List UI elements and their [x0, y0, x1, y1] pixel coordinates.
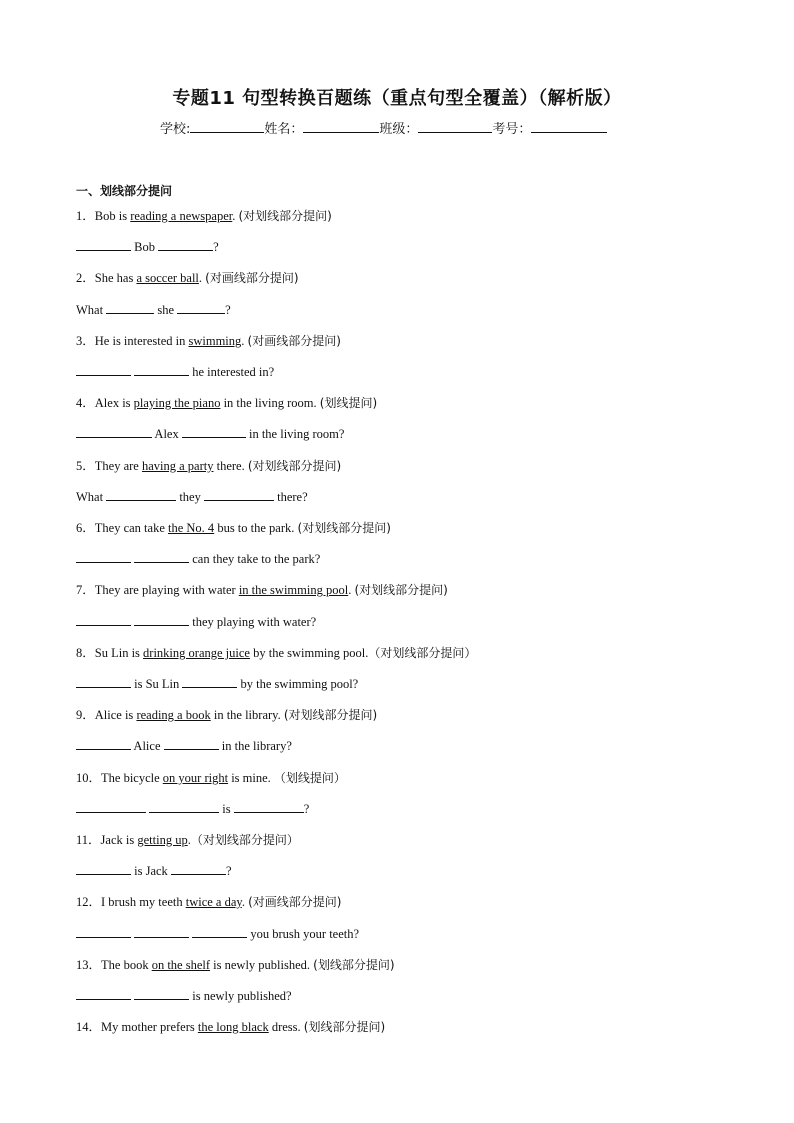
section-title: 一、划线部分提问	[76, 184, 173, 198]
question-number: 5．	[76, 459, 95, 473]
answer-text: Bob	[131, 240, 159, 254]
answer-blank[interactable]	[134, 364, 189, 376]
answer-blank[interactable]	[76, 364, 131, 376]
answer-blank[interactable]	[106, 302, 154, 314]
answer-blank[interactable]	[234, 801, 304, 813]
answer-2	[76, 302, 231, 318]
answer-blank[interactable]	[76, 926, 131, 938]
question-text: The book	[101, 958, 152, 972]
answer-5	[76, 489, 308, 505]
answer-text: Alice	[131, 739, 164, 753]
question-7	[76, 582, 448, 598]
question-number: 3．	[76, 334, 95, 348]
answer-8	[76, 676, 358, 692]
instruction: （对划线部分提问）	[368, 646, 477, 660]
instruction: (对画线部分提问)	[248, 895, 342, 909]
question-text: Su Lin is	[94, 646, 144, 660]
question-text: dress.	[268, 1020, 304, 1034]
answer-12	[76, 926, 359, 942]
question-text: They can take	[94, 521, 168, 535]
answer-blank[interactable]	[76, 676, 131, 688]
answer-3	[76, 364, 274, 380]
answer-blank[interactable]	[204, 489, 274, 501]
question-text: Alex is	[94, 396, 134, 410]
question-text: .	[187, 833, 191, 847]
question-text: in the library.	[210, 708, 284, 722]
answer-11	[76, 863, 232, 879]
student-info-row	[160, 118, 607, 137]
question-number: 13．	[76, 958, 102, 972]
name-label: 姓名：	[264, 122, 304, 137]
answer-text: is Jack	[131, 864, 171, 878]
answer-text: by the swimming pool?	[237, 677, 359, 691]
answer-text: What	[76, 490, 107, 504]
answer-blank[interactable]	[149, 801, 219, 813]
underlined-phrase: reading a newspaper	[130, 209, 233, 223]
question-text: is mine.	[228, 771, 274, 785]
instruction: (对画线部分提问)	[205, 271, 299, 285]
underlined-phrase: drinking orange juice	[143, 646, 250, 660]
answer-text: ?	[225, 303, 231, 317]
instruction: （对划线部分提问）	[190, 833, 299, 847]
school-label: 学校:	[160, 122, 191, 137]
question-text: They are	[94, 459, 142, 473]
answer-13	[76, 988, 292, 1004]
question-8	[76, 645, 476, 661]
answer-blank[interactable]	[182, 676, 237, 688]
question-9	[76, 707, 377, 723]
answer-blank[interactable]	[134, 926, 189, 938]
answer-text: is Su Lin	[131, 677, 183, 691]
question-number: 11．	[76, 833, 101, 847]
question-number: 7．	[76, 583, 95, 597]
question-text: there.	[213, 459, 248, 473]
question-number: 10．	[76, 771, 102, 785]
underlined-phrase: in the swimming pool	[238, 583, 349, 597]
answer-blank[interactable]	[76, 801, 146, 813]
question-text: .	[241, 334, 248, 348]
question-5	[76, 458, 341, 474]
question-13	[76, 957, 395, 973]
question-text: by the swimming pool.	[249, 646, 369, 660]
class-field[interactable]	[418, 120, 492, 133]
answer-text: they playing with water?	[189, 615, 317, 629]
question-11	[76, 832, 299, 848]
question-2	[76, 270, 299, 286]
answer-text: can they take to the park?	[189, 552, 321, 566]
question-text: .	[348, 583, 355, 597]
answer-text: ?	[303, 802, 310, 816]
underlined-phrase: swimming	[188, 334, 242, 348]
question-text: is newly published.	[210, 958, 314, 972]
answer-text: she	[154, 303, 178, 317]
question-text: My mother prefers	[101, 1020, 198, 1034]
instruction: （划线提问）	[273, 771, 346, 785]
name-field[interactable]	[303, 120, 379, 133]
answer-text: there?	[273, 490, 308, 504]
answer-9	[76, 738, 292, 754]
underlined-phrase: twice a day	[185, 895, 242, 909]
instruction: (划线部分提问)	[303, 1020, 386, 1034]
answer-text: in the living room?	[245, 427, 345, 441]
instruction: (对划线部分提问)	[247, 459, 342, 473]
answer-blank[interactable]	[171, 863, 226, 875]
question-number: 4．	[76, 396, 95, 410]
answer-text: What	[76, 303, 107, 317]
question-number: 1．	[76, 209, 95, 223]
question-text: They are playing with water	[94, 583, 239, 597]
answer-blank[interactable]	[76, 614, 131, 626]
question-1	[76, 208, 332, 224]
exam-no-label: 考号：	[492, 122, 532, 137]
question-text: .	[232, 209, 239, 223]
answer-text: is	[219, 802, 234, 816]
answer-6	[76, 551, 320, 567]
answer-10	[76, 801, 309, 817]
answer-blank[interactable]	[76, 738, 131, 750]
answer-blank[interactable]	[182, 426, 246, 438]
answer-1	[76, 239, 219, 255]
question-text: Jack is	[100, 833, 138, 847]
school-field[interactable]	[190, 120, 264, 133]
answer-text: ?	[213, 240, 219, 254]
instruction: (对画线部分提问)	[247, 334, 341, 348]
question-text: I brush my teeth	[101, 895, 186, 909]
question-number: 14．	[76, 1020, 102, 1034]
exam-no-field[interactable]	[531, 120, 607, 133]
question-text: Alice is	[94, 708, 137, 722]
answer-text: you brush your teeth?	[247, 927, 360, 941]
answer-blank[interactable]	[76, 239, 131, 251]
instruction: (对划线部分提问)	[354, 583, 448, 597]
underlined-phrase: the No. 4	[168, 521, 215, 535]
answer-blank[interactable]	[134, 614, 189, 626]
underlined-phrase: having a party	[141, 459, 214, 473]
class-label: 班级：	[379, 122, 419, 137]
answer-blank[interactable]	[192, 926, 247, 938]
answer-text: Alex	[152, 427, 182, 441]
underlined-phrase: a soccer ball	[136, 271, 199, 285]
question-text: .	[241, 895, 249, 909]
answer-7	[76, 614, 316, 630]
question-number: 2．	[76, 271, 95, 285]
answer-blank[interactable]	[76, 551, 131, 563]
instruction: (划线部分提问)	[313, 958, 395, 972]
question-number: 6．	[76, 521, 95, 535]
question-10	[76, 770, 346, 786]
underlined-phrase: the long black	[197, 1020, 269, 1034]
answer-blank[interactable]	[134, 551, 189, 563]
question-number: 12．	[76, 895, 102, 909]
underlined-phrase: on the shelf	[151, 958, 211, 972]
question-4	[76, 395, 377, 411]
underlined-phrase: playing the piano	[133, 396, 221, 410]
answer-blank[interactable]	[158, 239, 213, 251]
question-text: He is interested in	[94, 334, 189, 348]
answer-text: he interested in?	[189, 365, 275, 379]
question-text: bus to the park.	[214, 521, 298, 535]
question-12	[76, 894, 341, 910]
instruction: (对划线部分提问)	[283, 708, 378, 722]
question-14	[76, 1019, 385, 1035]
question-number: 8．	[76, 646, 95, 660]
underlined-phrase: getting up	[137, 833, 188, 847]
question-text: She has	[94, 271, 137, 285]
answer-4	[76, 426, 344, 442]
answer-text: in the library?	[218, 739, 292, 753]
underlined-phrase: on your right	[162, 771, 229, 785]
answer-blank[interactable]	[76, 988, 131, 1000]
instruction: (对划线部分提问)	[238, 209, 332, 223]
question-text: Bob is	[94, 209, 131, 223]
question-text: in the living room.	[220, 396, 320, 410]
page-title: 专题11 句型转换百题练（重点句型全覆盖）（解析版）	[172, 88, 622, 109]
answer-blank[interactable]	[76, 863, 131, 875]
question-3	[76, 333, 341, 349]
answer-blank[interactable]	[76, 426, 152, 438]
answer-blank[interactable]	[106, 489, 176, 501]
question-text: The bicycle	[101, 771, 163, 785]
answer-text: ?	[225, 864, 232, 878]
question-number: 9．	[76, 708, 95, 722]
question-6	[76, 520, 391, 536]
answer-blank[interactable]	[164, 738, 219, 750]
answer-blank[interactable]	[134, 988, 189, 1000]
answer-text: they	[176, 490, 204, 504]
answer-text: is newly published?	[189, 989, 292, 1003]
instruction: (划线提问)	[319, 396, 378, 410]
instruction: (对划线部分提问)	[297, 521, 391, 535]
answer-blank[interactable]	[177, 302, 225, 314]
question-text: .	[198, 271, 206, 285]
underlined-phrase: reading a book	[136, 708, 211, 722]
